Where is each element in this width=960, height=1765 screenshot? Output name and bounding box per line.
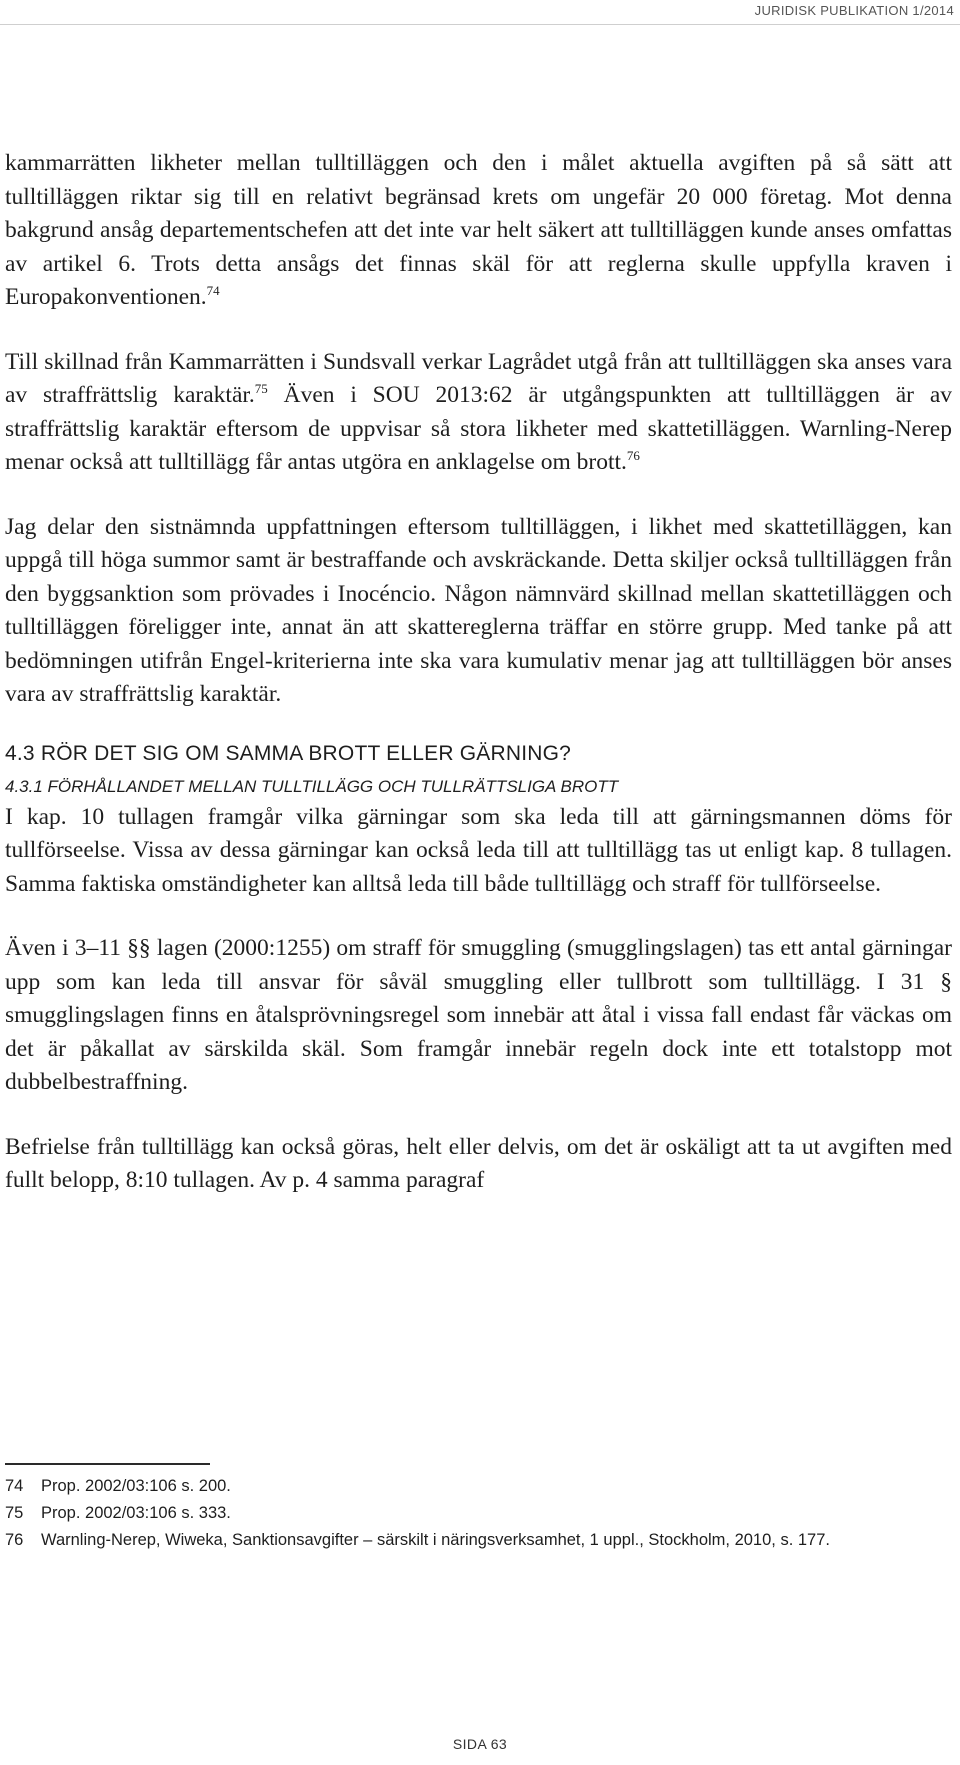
subsection-heading: 4.3.1 FÖRHÅLLANDET MELLAN TULLTILLÄGG OCH TULLRÄTTSLIGA BROTT [5, 776, 619, 796]
paragraph-4: I kap. 10 tullagen framgår vilka gärningar som ska leda till att gärningsmannen döms för tullförseelse. Vissa av dessa gärningar kan också leda till att tulltillägg tas ut enligt kap. 8 tullagen. Samma faktiska omständigheter kan alltså leda till både tulltillägg och straff för tullförseelse. [5, 803, 952, 897]
footnote-ref-75: 75 [254, 381, 268, 397]
paragraph-5: Även i 3–11 §§ lagen (2000:1255) om straff för smuggling (smugglingslagen) tas ett antal gärningar upp som kan leda till ansvar för såväl smuggling eller tullbrott som tulltillägg. I 31 § smugglingslagen finns en åtalsprövningsregel som innebär att åtal i vissa fall endast får väckas om det är påkallat av särskilda skäl. Som framgår innebär regeln dock inte ett totalstopp mot dubbelbestraffning. [5, 935, 952, 1095]
section-heading: 4.3 RÖR DET SIG OM SAMMA BROTT ELLER GÄRNING? [5, 741, 572, 765]
footnotes [5, 1474, 952, 1555]
paragraph-2 [5, 346, 952, 480]
footnote-ref-74: 74 [206, 283, 220, 299]
paragraph-2-text-a: Till skillnad från Kammarrätten i Sundsvall verkar Lagrådet utgå från att tulltilläggen ska anses vara av straffrättslig karaktär. [5, 348, 952, 408]
paragraph-6: Befrielse från tulltillägg kan också göras, helt eller delvis, om det är oskäligt att ta ut avgiften med fullt belopp, 8:10 tullagen. Av p. 4 samma paragraf [5, 1133, 952, 1193]
footnote-text: Warnling-Nerep, Wiweka, Sanktionsavgifter – särskilt i näringsverksamhet, 1 uppl., Stockholm, 2010, s. 177. [41, 1531, 830, 1549]
footnote-74 [5, 1474, 952, 1498]
paragraph-3: Jag delar den sistnämnda uppfattningen eftersom tulltilläggen, i likhet med skattetilläggen, kan uppgå till höga summor samt är bestraffande och avskräckande. Detta skiljer också tulltilläggen från den byggsanktion som prövades i Inocéncio. Någon nämnvärd skillnad mellan skattetilläggen och tulltilläggen föreligger inte, annat än att skattereglerna träffar en större grupp. Med tanke på att bedömningen utifrån Engel-kriterierna inte ska vara kumulativ menar jag att tulltilläggen bör anses vara av straffrättslig karaktär. [5, 513, 952, 707]
footnote-text: Prop. 2002/03:106 s. 200. [41, 1477, 231, 1495]
paragraph-1-text: kammarrätten likheter mellan tulltilläggen och den i målet aktuella avgiften på så sätt att tulltilläggen riktar sig till en relativt begränsad krets om ungefär 20 000 företag. Mot denna bakgrund ansåg departementschefen att det inte var helt säkert att tulltilläggen kunde anses omfattas av artikel 6. Trots detta ansågs det finnas skäl för att reglerna skulle uppfylla kraven i Europakonventionen. [5, 150, 952, 310]
paragraph-2-text-b: Även i SOU 2013:62 är utgångspunkten att tulltilläggen är av straffrättslig karaktär eftersom de uppvisar så stora likheter med skattetilläggen. Warnling-Nerep menar också att tulltillägg får antas utgöra en anklagelse om brott. [5, 382, 953, 475]
page-number: SIDA 63 [452, 1736, 508, 1752]
footnote-76 [5, 1528, 952, 1552]
footnote-number: 75 [5, 1504, 24, 1522]
header-divider [0, 24, 960, 25]
publication-title: JURIDISK PUBLIKATION 1/2014 [754, 3, 954, 18]
footnote-75 [5, 1501, 952, 1525]
footnote-text: Prop. 2002/03:106 s. 333. [41, 1504, 231, 1522]
footnote-ref-76: 76 [626, 448, 640, 464]
paragraph-1 [5, 147, 952, 315]
main-text [5, 147, 952, 1198]
footnote-number: 76 [5, 1531, 24, 1549]
footnote-divider [5, 1463, 210, 1465]
running-header [0, 0, 960, 30]
footnote-number: 74 [5, 1477, 24, 1495]
